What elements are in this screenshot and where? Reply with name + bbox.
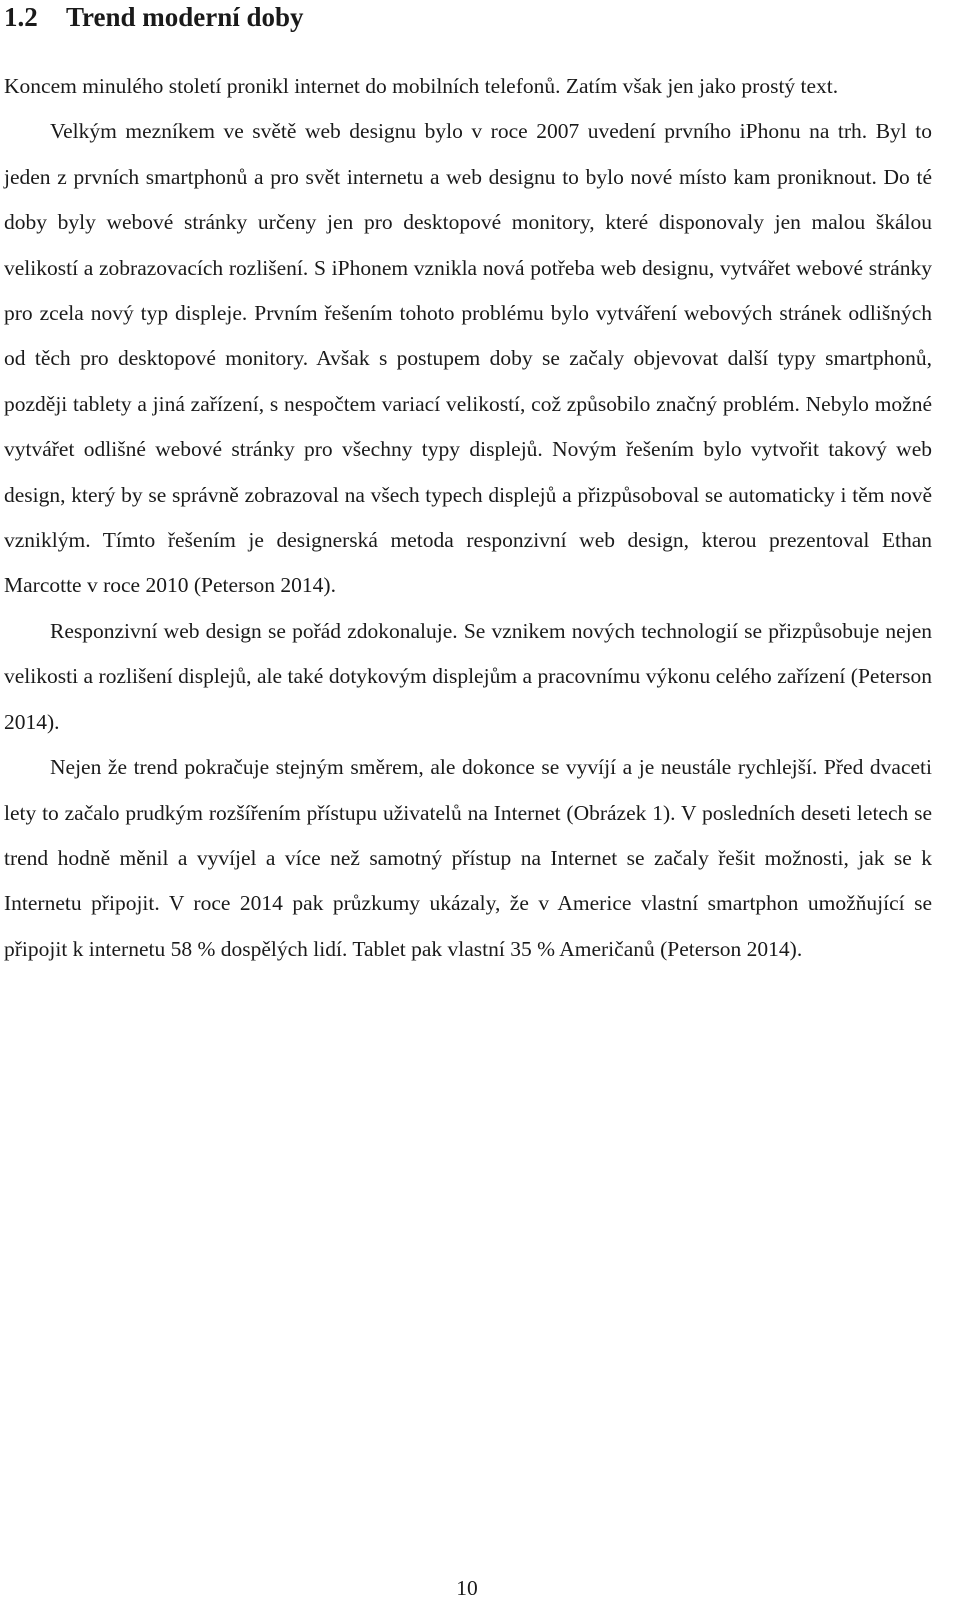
body-text xyxy=(4,64,932,972)
paragraph-intro: Koncem minulého století pronikl internet do mobilních telefonů. Zatím však jen jako prostý text. xyxy=(4,74,839,98)
page-number: 10 xyxy=(456,1576,478,1600)
section-heading xyxy=(4,0,304,34)
paragraph-responsive: Responzivní web design se pořád zdokonaluje. Se vznikem nových technologií se přizpůsobuje nejen velikosti a rozlišení displejů, ale také dotykovým displejům a pracovnímu výkonu celého zařízení (Peterson 2014). xyxy=(4,618,932,734)
paragraph-iphone: Velkým mezníkem ve světě web designu bylo v roce 2007 uvedení prvního iPhonu na trh. Byl to jeden z prvních smartphonů a pro svět internetu a web designu to bylo nové místo kam proniknout. Do té doby byly webové stránky určeny jen pro desktopové monitory, které disponovaly jen malou škálou velikostí a zobrazovacích rozlišení. S iPhonem vznikla nová potřeba web designu, vytvářet webové stránky pro zcela nový typ displeje. Prvním řešením tohoto problému bylo vytváření webových stránek odlišných od těch pro desktopové monitory. Avšak s postupem doby se začaly objevovat další typy smartphonů, později tablety a jiná zařízení, s nespočtem variací velikostí, což způsobilo značný problém. Nebylo možné vytvářet odlišné webové stránky pro všechny typy displejů. Novým řešením bylo vytvořit takový web design, který by se správně zobrazoval na všech typech displejů a přizpůsoboval se automaticky i těm nově vzniklým. Tímto řešením je designerská metoda responzivní web design, kterou prezentoval Ethan Marcotte v roce 2010 (Peterson 2014). xyxy=(4,119,932,598)
paragraph-trend: Nejen že trend pokračuje stejným směrem, ale dokonce se vyvíjí a je neustále rychlejší. Před dvaceti lety to začalo prudkým rozšířením přístupu uživatelů na Internet (Obrázek 1). V posledních deseti letech se trend hodně měnil a vyvíjel a více než samotný přístup na Internet se začaly řešit možnosti, jak se k Internetu připojit. V roce 2014 pak průzkumy ukázaly, že v Americe vlastní smartphon umožňující se připojit k internetu 58 % dospělých lidí. Tablet pak vlastní 35 % Američanů (Peterson 2014). xyxy=(4,755,932,961)
section-number: 1.2 xyxy=(4,2,38,32)
section-title: Trend moderní doby xyxy=(66,2,304,32)
